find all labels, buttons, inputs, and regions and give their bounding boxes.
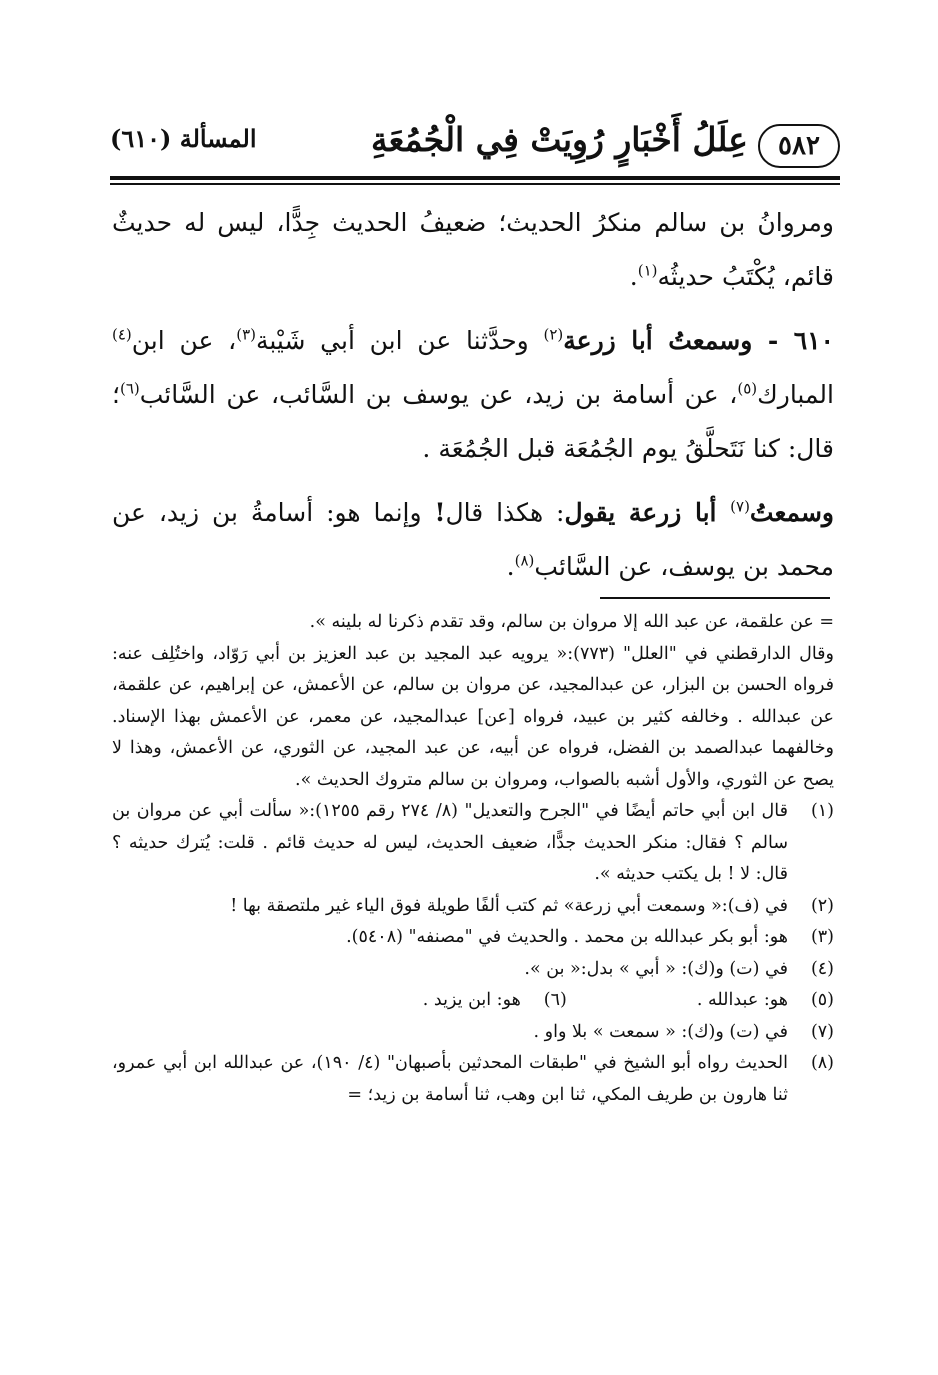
footnote-number: (٢) — [810, 895, 834, 916]
paragraph-2-text-1: وحدَّثنا عن ابن أبي شَيْبة — [255, 326, 544, 355]
footnote-text: هو: عبدالله . — [696, 990, 788, 1010]
footnote-number: (٣) — [810, 927, 834, 947]
footnote-ref-7[interactable]: (٧) — [730, 497, 750, 516]
footnote-continuation-line: = عن علقمة، عن عبد الله إلا مروان بن سالم، وقد تقدم ذكرنا له بلينه ». — [309, 612, 834, 632]
page-header — [110, 118, 840, 176]
footnote-number: (٧) — [810, 1021, 834, 1042]
footnote-4 — [112, 954, 834, 986]
paragraph-2-text-4: ، عن أسامة بن زيد، عن يوسف بن السَّائب، عن السَّائب — [139, 380, 738, 409]
paragraph-3-lead: وسمعتُ — [749, 498, 835, 527]
footnote-continuation — [112, 607, 834, 796]
footnote-number: (١) — [810, 801, 834, 821]
book-title: عِلَلُ أَخْبَارٍ رُوِيَتْ فِي الْجُمُعَةِ — [370, 120, 748, 159]
page-number: ٥٨٢ — [758, 124, 840, 168]
footnote-1 — [112, 796, 834, 891]
footnote-text: قال ابن أبي حاتم أيضًا في "الجرح والتعديل" (٨/ ٢٧٤ رقم ١٢٥٥):« سألت أبي عن مروان بن سالم ؟ فقال: منكر الحديث جدًّا، ضعيف الحديث، ليس له حديث قائم . قلت: يُترك حديثه ؟ قال: لا ! بل يكتب حديثه ». — [112, 801, 788, 884]
footnote-7 — [112, 1017, 834, 1049]
footnote-text: هو: ابن يزيد . — [422, 990, 521, 1010]
footnote-pair-5-6 — [112, 985, 834, 1017]
footnote-number: (٦) — [543, 990, 567, 1010]
paragraph-2 — [112, 314, 834, 476]
footnote-8 — [112, 1048, 834, 1111]
footnote-separator — [600, 597, 830, 599]
paragraph-3-end: . — [506, 552, 515, 581]
footnote-ref-2[interactable]: (٢) — [543, 325, 564, 344]
footnote-number: (٤) — [810, 958, 834, 979]
paragraph-1 — [112, 196, 834, 304]
paragraph-2-text-3: المبارك — [757, 380, 834, 409]
footnote-3 — [112, 922, 834, 954]
paragraph-2-text-2: ، عن ابن — [131, 326, 237, 355]
paragraph-3 — [112, 486, 834, 594]
footnote-text: هو: أبو بكر عبدالله بن محمد . والحديث في "مصنفه" (٥٤٠٨). — [346, 927, 788, 947]
footnote-ref-8[interactable]: (٨) — [514, 551, 535, 570]
paragraph-2-text-5: ؛ قال: كنا نَتَحلَّقُ يوم الجُمُعَة قبل الجُمُعَة . — [112, 380, 834, 463]
paragraph-3-exclaim: ! — [434, 498, 446, 527]
footnote-continuation-paragraph: وقال الدارقطني في "العلل" (٧٧٣):« يرويه عبد المجيد بن عبد العزيز بن أبي رَوّاد، واختُلِف عنه: فرواه الحسن بن البزار، عن عبدالمجيد، عن مروان بن سالم، عن الأعمش، عن إبراهيم، عن علقمة، عن عبدالله . وخالفه كثير بن عبيد، فرواه [عن] عبدالمجيد، عن معمر، عن الأعمش بهذا الإسناد. وخالفهما عبدالصمد بن الفضل، فرواه عن أبيه، عن عبد المجيد، عن الثوري، عن الأعمش، وهذا لا يصح عن الثوري، والأول أشبه بالصواب، ومروان بن سالم متروك الحديث ». — [112, 643, 834, 790]
footnote-ref-4[interactable]: (٤) — [112, 325, 132, 344]
paragraph-1-end: . — [629, 262, 638, 291]
paragraph-3-text-1: : هكذا قال — [445, 498, 565, 527]
footnote-text: في (ت) و(ك): « أبي » بدل:« بن ». — [524, 958, 788, 979]
paragraph-3-bold: أبا زرعة يقول — [564, 498, 731, 527]
footnotes — [112, 607, 834, 1111]
footnote-ref-6[interactable]: (٦) — [119, 379, 140, 398]
footnote-5 — [697, 985, 834, 1017]
paragraph-1-text: ومروانُ بن سالم منكرُ الحديث؛ ضعيفُ الحديث جِدًّا، ليس له حديثٌ قائم، يُكْتَبُ حديثُه — [112, 208, 834, 291]
footnote-ref-1[interactable]: (١) — [637, 261, 658, 280]
footnote-text: الحديث رواه أبو الشيخ في "طبقات المحدثين بأصبهان" (٤/ ١٩٠)، عن عبدالله ابن أبي عمرو، ثنا هارون بن طريف المكي، ثنا ابن وهب، ثنا أسامة بن زيد؛ = — [112, 1053, 788, 1105]
footnote-ref-3[interactable]: (٣) — [236, 325, 256, 344]
footnote-text: في (ت) و(ك): « سمعت » بلا واو . — [533, 1021, 788, 1042]
header-rule-thick — [110, 176, 840, 180]
paragraph-3-text-2: وإنما هو: أسامةُ بن زيد، عن محمد بن يوسف، عن السَّائب — [112, 498, 834, 581]
issue-number: ٦١٠ - — [752, 326, 834, 355]
paragraph-2-lead: وسمعتُ أبا زرعة — [563, 326, 753, 355]
footnote-6 — [423, 985, 567, 1017]
footnote-number: (٨) — [810, 1053, 834, 1073]
main-text — [112, 196, 834, 604]
header-rule-thin — [110, 183, 840, 185]
issue-label: المسألة (٦١٠) — [110, 124, 257, 153]
footnote-ref-5[interactable]: (٥) — [737, 379, 758, 398]
footnote-2 — [112, 891, 834, 923]
footnote-text: في (ف):« وسمعت أبي زرعة» ثم كتب ألفًا طويلة فوق الياء غير ملتصقة بها ! — [230, 895, 788, 916]
footnote-number: (٥) — [810, 990, 834, 1010]
